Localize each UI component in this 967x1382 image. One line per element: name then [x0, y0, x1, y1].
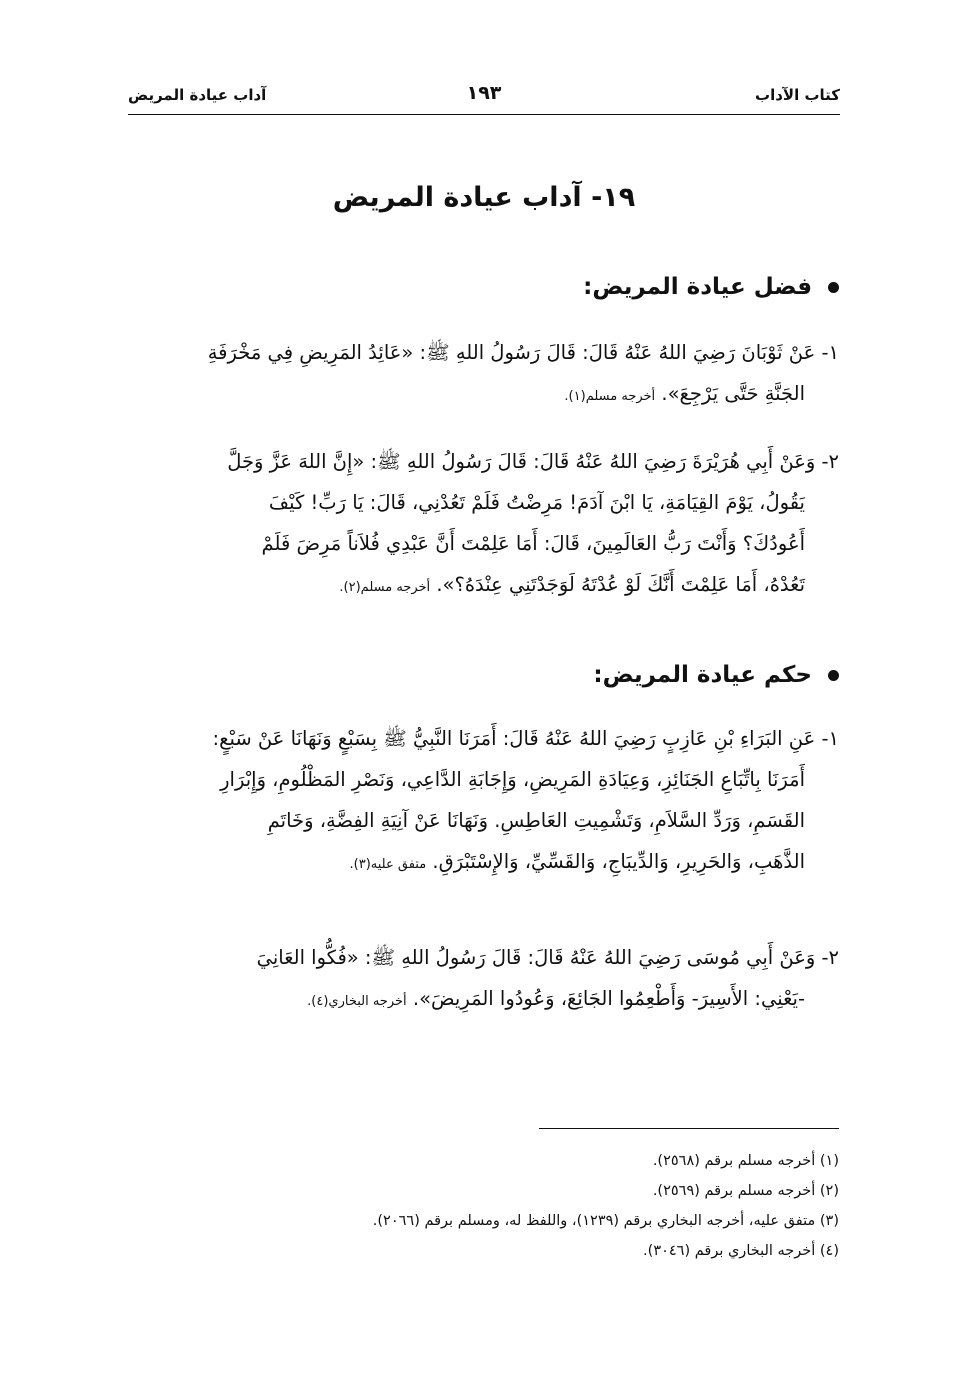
hadith-source: أخرجه مسلم(٢). — [339, 580, 431, 595]
footnote-4: (٤) أخرجه البخاري برقم (٣٠٤٦). — [643, 1243, 839, 1259]
hadith-2-1 — [128, 718, 839, 885]
hadith-line: يَقُولُ، يَوْمَ القِيَامَةِ، يَا ابْنَ آدَمَ! مَرِضْتُ فَلَمْ تَعُدْنِي، قَالَ: يَا رَبِّ! كَيْفَ — [268, 491, 805, 514]
hadith-source: أخرجه البخاري(٤). — [307, 994, 407, 1009]
hadith-line: ١- عَنِ البَرَاءِ بْنِ عَازِبٍ رَضِيَ اللهُ عَنْهُ قَالَ: أَمَرَنَا النَّبِيُّ ﷺ بِسَبْعٍ وَنَهَانَا عَنْ سَبْعٍ: — [212, 727, 839, 750]
hadith-line-text: الذَّهَبِ، وَالحَرِيرِ، وَالدِّيبَاجِ، وَالقَسِّيِّ، وَالإِسْتَبْرَقِ. — [432, 850, 805, 873]
section-heading-text: حكم عيادة المريض: — [593, 662, 812, 688]
hadith-line: ٢- وَعَنْ أَبِي مُوسَى رَضِيَ اللهُ عَنْهُ قَالَ: قَالَ رَسُولُ اللهِ ﷺ: «فُكُّوا العَانِيَ — [256, 946, 839, 969]
chapter-title: ١٩- آداب عيادة المريض — [332, 182, 636, 213]
footnote-3: (٣) متفق عليه، أخرجه البخاري برقم (١٢٣٩)، واللفظ له، ومسلم برقم (٢٠٦٦). — [372, 1213, 839, 1229]
hadith-1-2 — [128, 441, 839, 608]
hadith-source: أخرجه مسلم(١). — [564, 389, 656, 404]
hadith-line: أَمَرَنَا بِاتِّبَاعِ الجَنَائِزِ، وَعِيَادَةِ المَرِيضِ، وَإِجَابَةِ الدَّاعِي، وَنَصْرِ المَظْلُومِ، وَإِبْرَارِ — [220, 768, 805, 791]
hadith-line: ١- عَنْ ثَوْبَانَ رَضِيَ اللهُ عَنْهُ قَالَ: قَالَ رَسُولُ اللهِ ﷺ: «عَائِدُ المَرِيضِ فِي مَخْرَفَةِ — [207, 341, 839, 364]
hadith-line: ٢- وَعَنْ أَبِي هُرَيْرَةَ رَضِيَ اللهُ عَنْهُ قَالَ: قَالَ رَسُولُ اللهِ ﷺ: «إِنَّ اللهَ عَزَّ وَجَلَّ — [227, 450, 839, 473]
section-heading-text: فضل عيادة المريض: — [583, 274, 812, 300]
bullet-icon — [828, 282, 839, 293]
running-header — [128, 84, 840, 115]
hadith-line: القَسَمِ، وَرَدِّ السَّلاَمِ، وَتَشْمِيتِ العَاطِسِ. وَنَهَانَا عَنْ آنِيَةِ الفِضَّةِ، وَخَاتَمِ — [267, 809, 805, 832]
hadith-1-1 — [128, 332, 839, 417]
bullet-icon — [828, 670, 839, 681]
hadith-line: أَعُودُكَ؟ وَأَنْتَ رَبُّ العَالَمِينَ، قَالَ: أَمَا عَلِمْتَ أَنَّ عَبْدِي فُلاَناً مَرِضَ فَلَمْ — [261, 532, 805, 555]
hadith-line — [128, 978, 839, 1022]
header-chapter-title: آداب عيادة المريض — [128, 86, 267, 104]
footnote-1: (١) أخرجه مسلم برقم (٢٥٦٨). — [652, 1153, 839, 1169]
section-heading-ruling — [593, 662, 839, 688]
hadith-line — [128, 841, 839, 885]
hadith-2-2 — [128, 937, 839, 1022]
hadith-line — [128, 373, 839, 417]
footnote-2: (٢) أخرجه مسلم برقم (٢٥٦٩). — [652, 1183, 839, 1199]
header-book-title: كتاب الآداب — [755, 86, 840, 104]
hadith-line — [128, 564, 839, 608]
footnote-separator — [539, 1128, 839, 1129]
hadith-source: متفق عليه(٣). — [349, 857, 427, 872]
hadith-line-text: الجَنَّةِ حَتَّى يَرْجِعَ». — [661, 382, 805, 405]
section-heading-virtue — [583, 274, 839, 300]
footnotes — [128, 1146, 839, 1266]
page-number: ١٩٣ — [466, 82, 502, 104]
hadith-line-text: -يَعْنِي: الأَسِيرَ- وَأَطْعِمُوا الجَائِعَ، وَعُودُوا المَرِيضَ». — [412, 987, 805, 1010]
hadith-line-text: تَعُدْهُ، أَمَا عَلِمْتَ أَنَّكَ لَوْ عُدْتَهُ لَوَجَدْتَنِي عِنْدَهُ؟». — [436, 573, 805, 596]
